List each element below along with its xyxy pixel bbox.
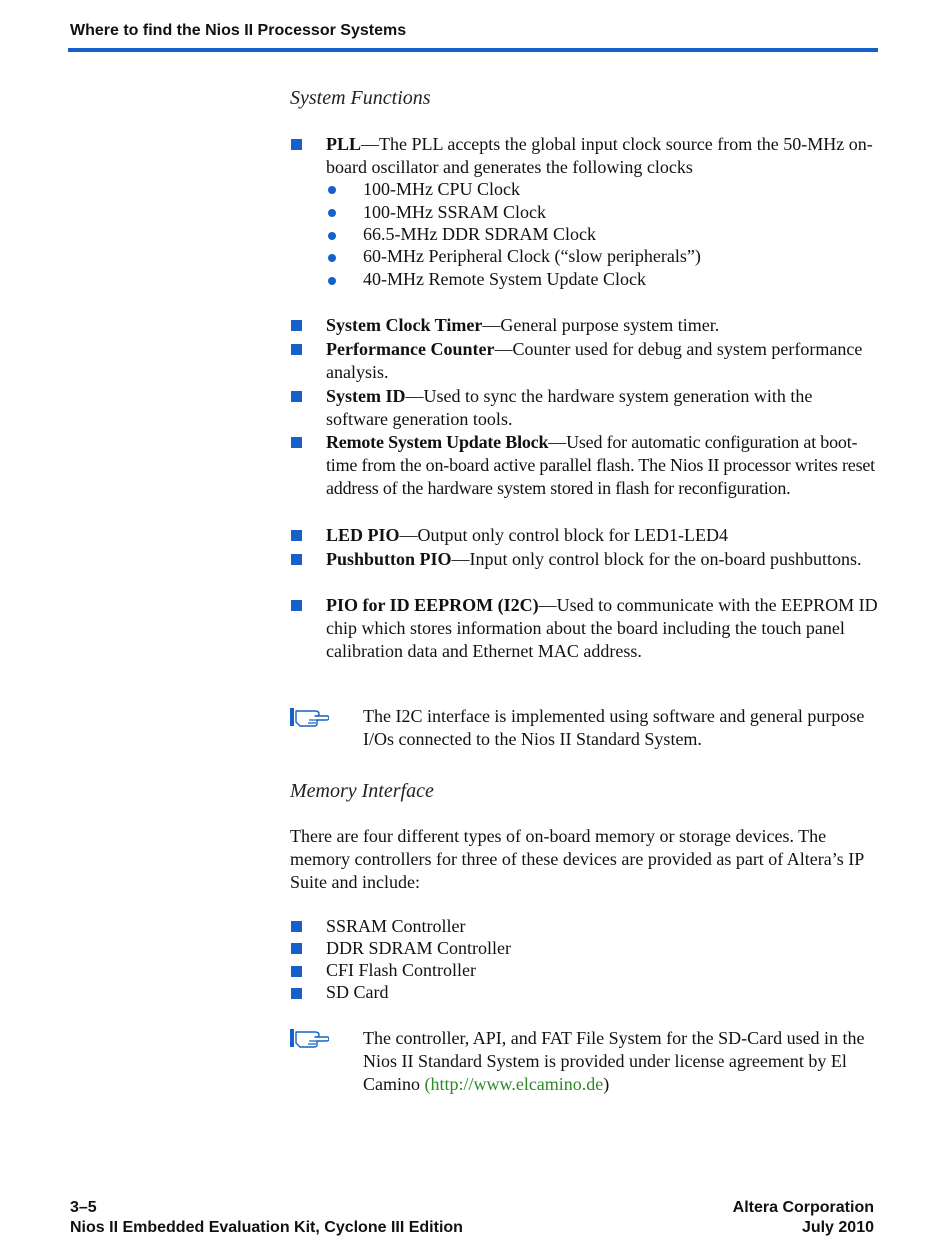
list-item: CFI Flash Controller	[326, 960, 477, 980]
term: PIO for ID EEPROM (I2C)	[326, 595, 539, 615]
term: Remote System Update Block	[326, 432, 549, 452]
pointing-hand-icon	[289, 706, 329, 728]
bullet-dot	[328, 254, 336, 262]
term: Pushbutton PIO	[326, 549, 452, 569]
bullet-dot	[328, 232, 336, 240]
list-item-pll	[326, 133, 878, 179]
bullet-square	[291, 943, 302, 954]
clock-item: 60-MHz Peripheral Clock (“slow peripherals”)	[363, 246, 701, 266]
header-rule	[68, 48, 878, 52]
book-title: Nios II Embedded Evaluation Kit, Cyclone III Edition	[70, 1219, 463, 1236]
intro-paragraph: There are four different types of on-board memory or storage devices. The memory controllers for three of these devices are provided as part of Altera’s IP Suite and include:	[290, 826, 864, 892]
bullet-square	[291, 391, 302, 402]
term: LED PIO	[326, 525, 400, 545]
description: —Used to communicate with the EEPROM ID chip which stores information about the board including the touch panel calibration data and Ethernet MAC address.	[326, 595, 878, 661]
bullet-square	[291, 344, 302, 355]
bullet-square	[291, 921, 302, 932]
description: —Used for automatic configuration at boot-time from the on-board active parallel flash. The Nios II processor writes reset address of the hardware system stored in flash for reconfiguration.	[326, 432, 875, 498]
note-close: )	[603, 1074, 610, 1094]
pointing-hand-icon	[289, 1027, 329, 1049]
list-item	[326, 338, 878, 384]
bullet-dot	[328, 277, 336, 285]
list-item	[326, 314, 878, 337]
note-body: The controller, API, and FAT File System for the SD-Card used in the Nios II Standard System is provided under license agreement by El Camino	[363, 1028, 865, 1094]
list-item	[326, 431, 878, 500]
description: —Output only control block for LED1-LED4	[399, 525, 728, 545]
clock-item: 100-MHz SSRAM Clock	[363, 202, 547, 222]
clock-item: 40-MHz Remote System Update Clock	[363, 269, 646, 289]
list-item	[326, 524, 878, 547]
section-heading-memory-interface: Memory Interface	[290, 780, 434, 802]
bullet-square	[291, 966, 302, 977]
list-item	[326, 594, 878, 663]
list-item: SSRAM Controller	[326, 916, 466, 936]
description: —Counter used for debug and system performance analysis.	[326, 339, 863, 382]
bullet-square	[291, 600, 302, 611]
bullet-square	[291, 437, 302, 448]
term: System ID	[326, 386, 406, 406]
description: —Input only control block for the on-board pushbuttons.	[451, 549, 862, 569]
section-heading-system-functions: System Functions	[290, 87, 431, 109]
list-item	[326, 548, 878, 571]
clock-item: 66.5-MHz DDR SDRAM Clock	[363, 224, 597, 244]
bullet-square	[291, 139, 302, 150]
description: —General purpose system timer.	[482, 315, 720, 335]
bullet-square	[291, 988, 302, 999]
elcamino-link[interactable]: (http://www.elcamino.de	[424, 1074, 604, 1094]
term: Performance Counter	[326, 339, 495, 359]
clock-item: 100-MHz CPU Clock	[363, 179, 520, 199]
running-header: Where to find the Nios II Processor Systems	[70, 22, 407, 39]
page-number: 3–5	[70, 1199, 97, 1216]
company-name: Altera Corporation	[732, 1199, 874, 1216]
list-item	[326, 385, 878, 431]
list-item: DDR SDRAM Controller	[326, 938, 512, 958]
note-text	[363, 1027, 878, 1096]
term: PLL	[326, 134, 362, 154]
bullet-square	[291, 530, 302, 541]
note-text: The I2C interface is implemented using software and general purpose I/Os connected to the Nios II Standard System.	[363, 706, 865, 749]
bullet-dot	[328, 209, 336, 217]
bullet-square	[291, 320, 302, 331]
list-item: SD Card	[326, 982, 389, 1002]
bullet-dot	[328, 186, 336, 194]
term: System Clock Timer	[326, 315, 483, 335]
publication-date: July 2010	[801, 1219, 874, 1236]
bullet-square	[291, 554, 302, 565]
description: —Used to sync the hardware system generation with the software generation tools.	[326, 386, 813, 429]
description: —The PLL accepts the global input clock source from the 50-MHz on-board oscillator and generates the following clocks	[326, 134, 873, 177]
